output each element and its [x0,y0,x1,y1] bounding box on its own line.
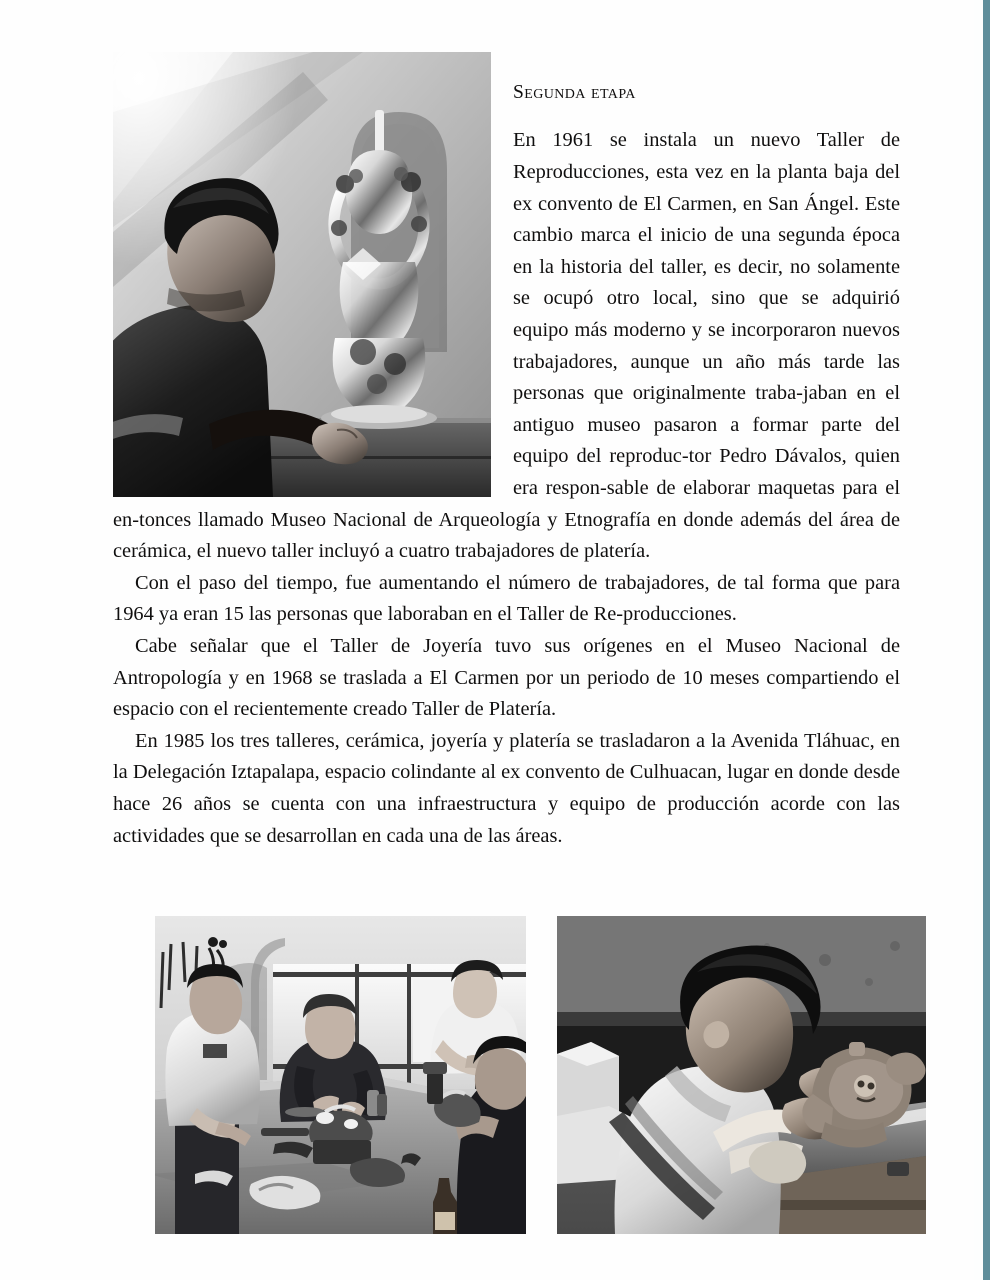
ceramist-figurine-photo [557,916,926,1234]
ceramist-figurine-image [557,916,926,1234]
paragraph-segunda-etapa: En 1961 se instala un nuevo Taller de Reproducciones, esta vez en la planta baja del ex convento de El Carmen, en San Ángel. Este cambio marca el inicio de una segunda época en la historia del taller, es decir, no solamente se ocupó otro local, sino que se adquirió equipo más moderno y se incorporaron nuevos trabajadores, aunque un año más tarde las personas que originalmente traba-jaban en el antiguo museo pasaron a formar parte del equipo del reproduc-tor Pedro Dávalos, quien era respon-sable de elaborar maquetas para el en-tonces llamado Museo Nacional de Arqueología y Etnografía en donde además del área de cerámica, el nuevo taller incluyó a cuatro trabajadores de platería. [113,129,900,563]
page-edge-gutter [974,0,983,1280]
workshop-team-image [155,916,526,1234]
paragraph-taller-joyeria: Cabe señalar que el Taller de Joyería tuvo sus orígenes en el Museo Nacional de Antropología y en 1968 se traslada a El Carmen por un periodo de 10 meses compartiendo el espacio con el recientemente creado Taller de Platería. [113,634,900,721]
paragraph-traslado-tlahuac: En 1985 los tres talleres, cerámica, joyería y platería se trasladaron a la Avenida Tláhuac, en la Delegación Iztapalapa, espacio colindante al ex convento de Culhuacan, lugar en donde desde hace 26 años se cuenta con una infraestructura y equipo de producción acorde con las actividades que se desarrollan en cada una de las áreas. [113,729,900,847]
content-column [113,0,900,1280]
silversmith-candelabra-photo [113,52,491,497]
bottom-figure-row [113,900,900,1220]
silversmith-candelabra-image [113,52,491,497]
page-edge-strip [983,0,990,1280]
page-title: Segunda etapa [513,82,636,103]
workshop-team-photo [155,916,526,1234]
paragraph-crecimiento-trabajadores: Con el paso del tiempo, fue aumentando el número de trabajadores, de tal forma que para 1964 ya eran 15 las personas que laboraban en el Taller de Re-producciones. [113,571,900,626]
